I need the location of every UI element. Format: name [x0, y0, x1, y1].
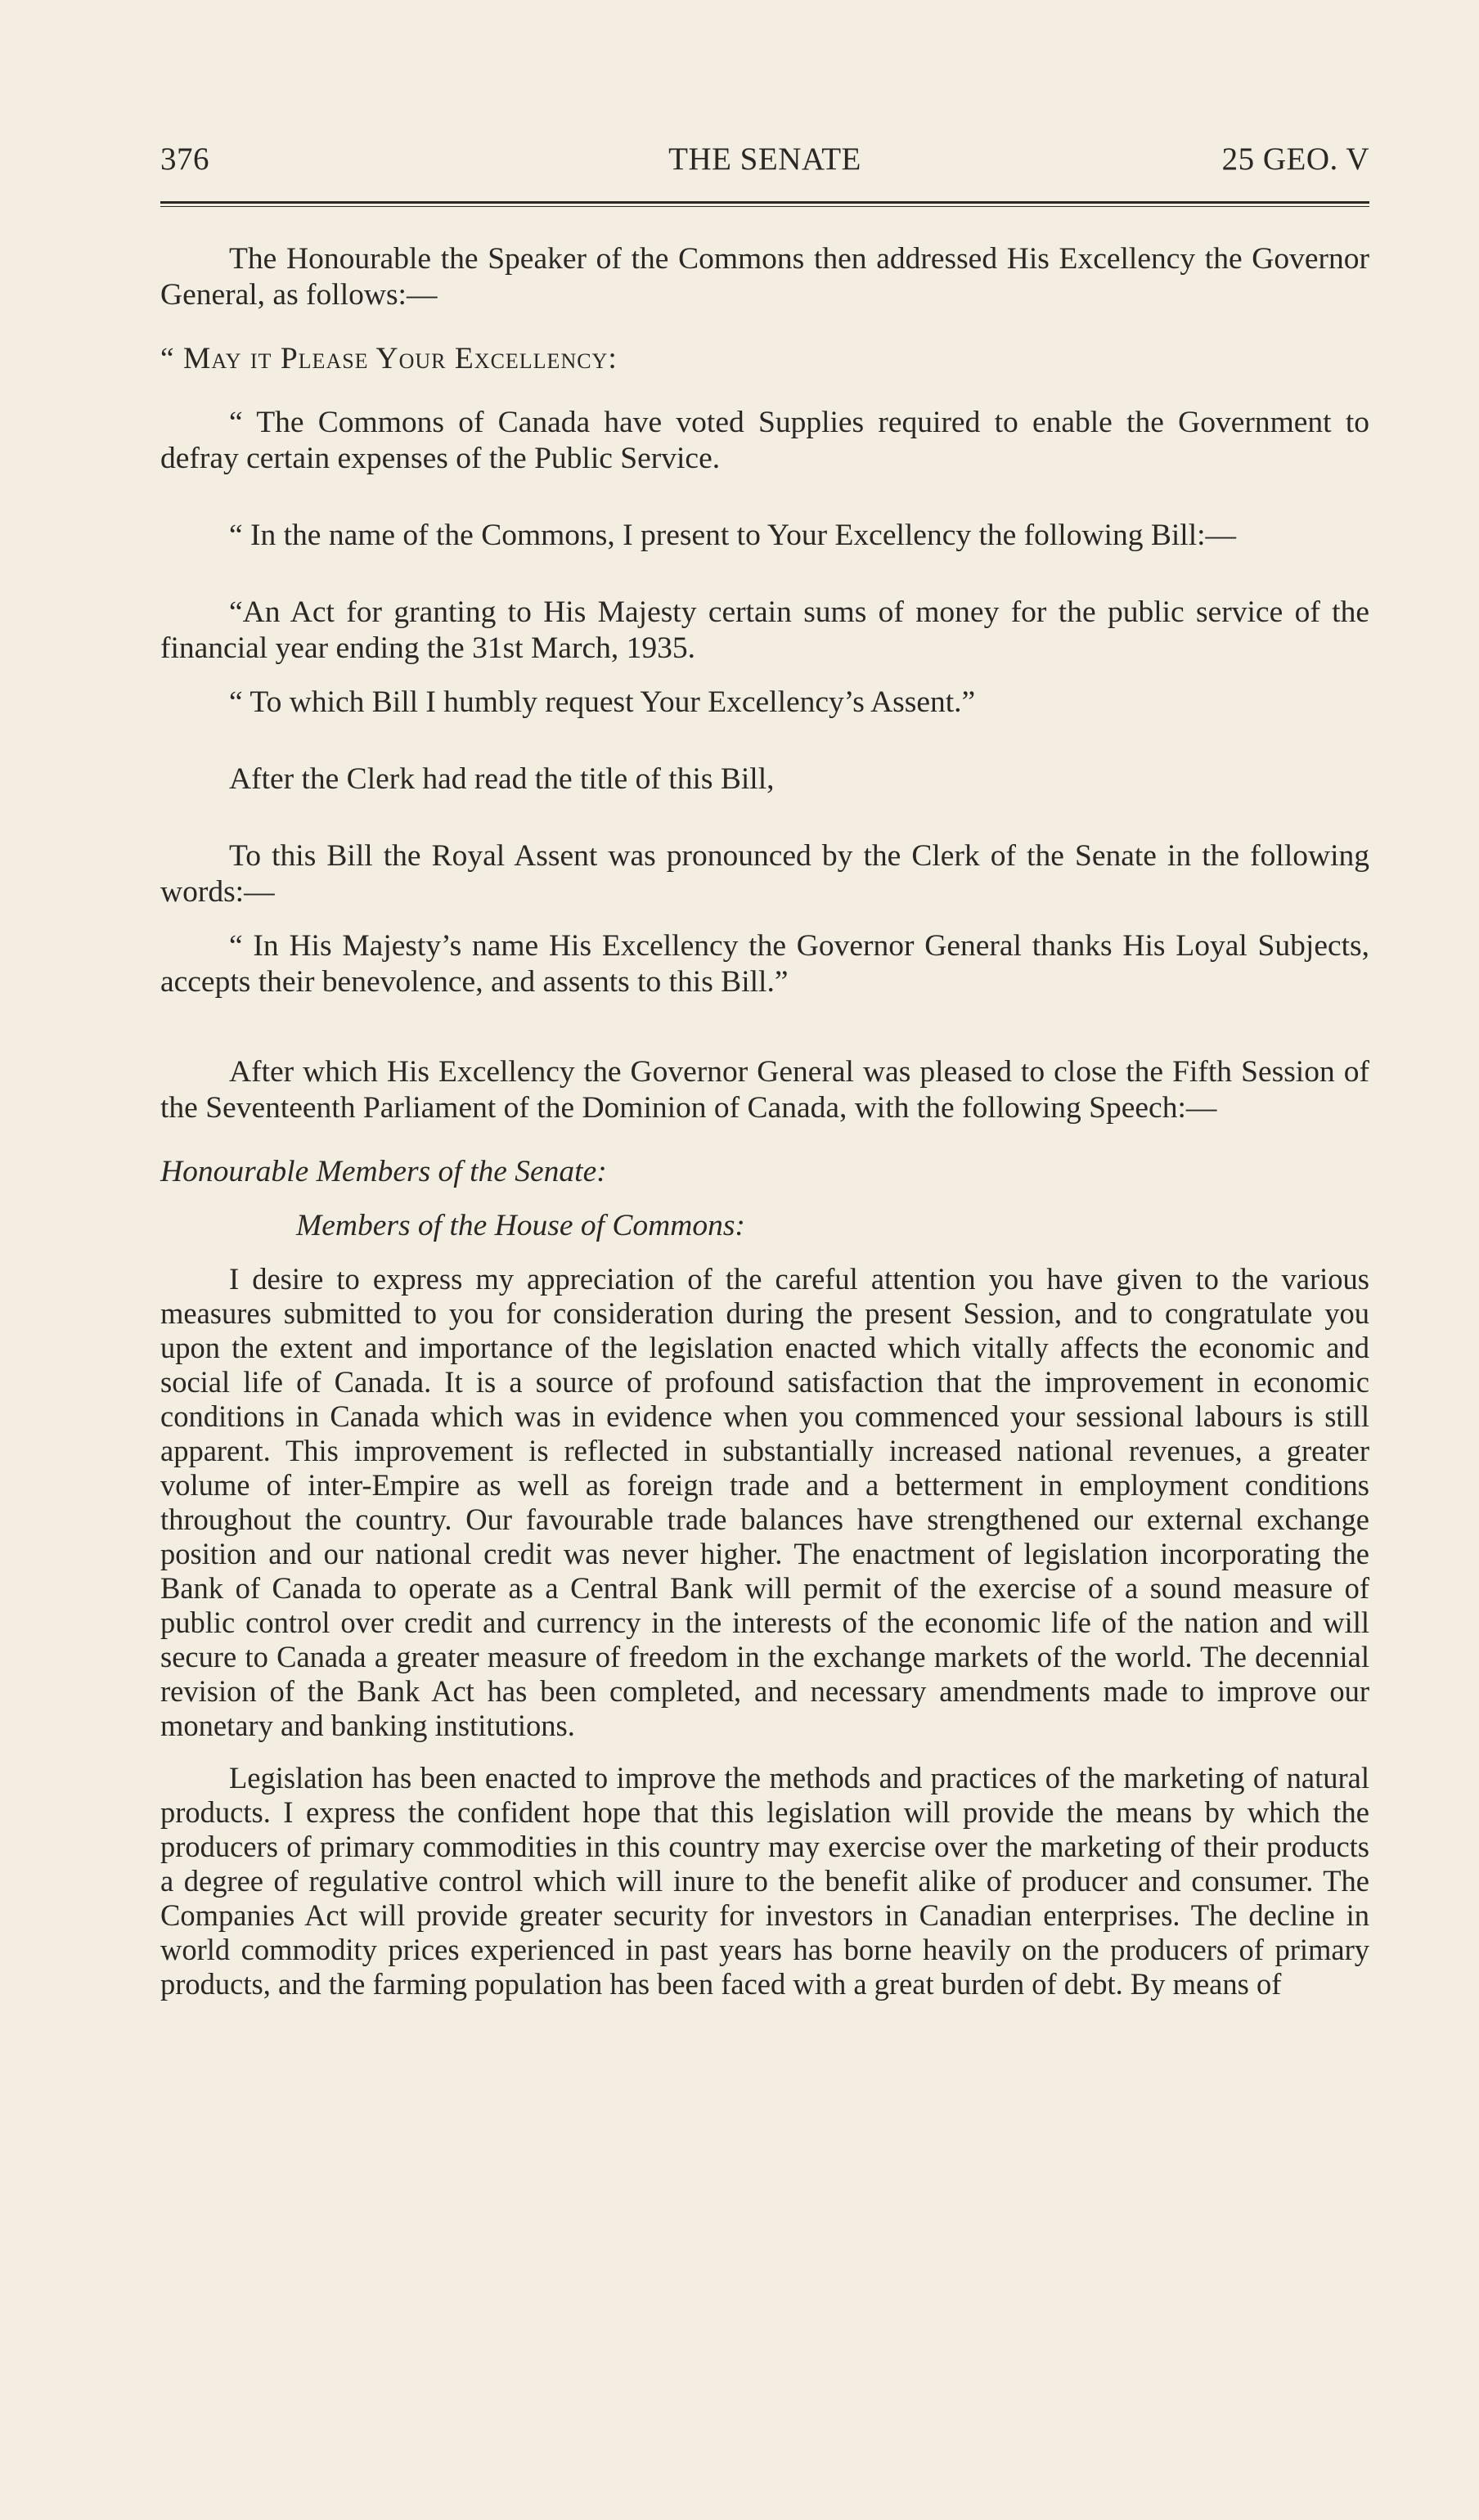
document-page — [0, 141, 1479, 2520]
throne-speech — [160, 1262, 1369, 2001]
page-title: THE SENATE — [668, 141, 861, 177]
header-rule — [160, 201, 1369, 207]
paragraph-request-assent: “ To which Bill I humbly request Your Excellency’s Assent.” — [229, 685, 976, 719]
paragraph-present-bill: “ In the name of the Commons, I present to Your Excellency the following Bill:— — [229, 519, 1237, 552]
paragraph-close-session: After which His Excellency the Governor General was pleased to close the Fifth Session of the Seventeenth Parliament of the Dominion of Canada, with the following Speech:— — [160, 1055, 1369, 1125]
paragraph-speaker-address: The Honourable the Speaker of the Commons then addressed His Excellency the Governor General, as follows:— — [160, 242, 1369, 312]
paragraph-salutation-excellency: “ May it Please Your Excellency: — [160, 342, 618, 375]
paragraph-act-title: “An Act for granting to His Majesty certain sums of money for the public service of the financial year ending the 31st March, 1935. — [160, 595, 1369, 665]
paragraph-assent-words: “ In His Majesty’s name His Excellency the Governor General thanks His Loyal Subjects, accepts their benevolence, and assents to this Bill.” — [160, 929, 1369, 999]
regnal-year: 25 GEO. V — [1221, 141, 1369, 177]
speech-paragraph-2: Legislation has been enacted to improve the methods and practices of the marketing of natural products. I express the confident hope that this legislation will provide the means by which the producers of primary commodities in this country may exercise over the marketing of their products a degree of regulative control which will inure to the benefit alike of producer and consumer. The Companies Act will provide greater security for investors in Canadian enterprises. The decline in world commodity prices experienced in past years has borne heavily on the producers of primary products, and the farming population has been faced with a great burden of debt. By means of — [160, 1761, 1369, 2001]
speech-paragraph-1: I desire to express my appreciation of the careful attention you have given to the various measures submitted to you for consideration during the present Session, and to congratulate you upon the extent and importance of the legislation enacted which vitally affects the economic and social life of Canada. It is a source of profound satisfaction that the improvement in economic conditions in Canada which was in evidence when you commenced your sessional labours is still apparent. This improvement is reflected in substantially increased national revenues, a greater volume of inter-Empire as well as foreign trade and a betterment in employment conditions throughout the country. Our favourable trade balances have strengthened our external exchange position and our national credit was never higher. The enactment of legislation incorporating the Bank of Canada to operate as a Central Bank will permit of the exercise of a sound measure of public control over credit and currency in the interests of the economic life of the nation and will secure to Canada a greater measure of freedom in the exchange markets of the world. The decennial revision of the Bank Act has been completed, and necessary amendments made to improve our monetary and banking institutions. — [160, 1262, 1369, 1742]
paragraph-clerk-read: After the Clerk had read the title of this Bill, — [229, 762, 775, 796]
page-number: 376 — [160, 141, 209, 177]
salutation-commons: Members of the House of Commons: — [296, 1209, 745, 1242]
salutation-senate: Honourable Members of the Senate: — [160, 1155, 607, 1188]
paragraph-supplies-voted: “ The Commons of Canada have voted Supplies required to enable the Government to defray certain expenses of the Public Service. — [160, 406, 1369, 475]
paragraph-royal-assent: To this Bill the Royal Assent was pronounced by the Clerk of the Senate in the following words:— — [160, 839, 1369, 909]
running-head — [160, 141, 1369, 200]
